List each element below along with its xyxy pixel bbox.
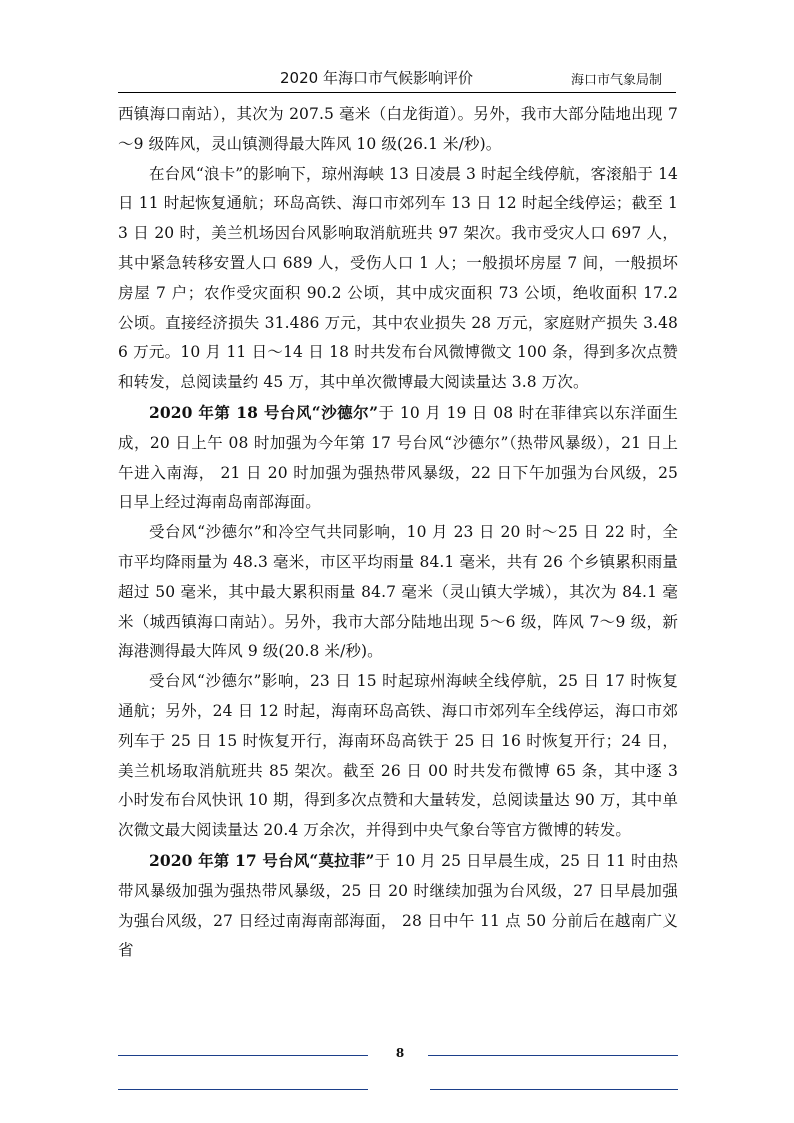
paragraph-text: 受台风“沙德尔”影响，23 日 15 时起琼州海峡全线停航，25 日 17 时恢复通航；另外，24 日 12 时起，海南环岛高铁、海口市郊列车全线停运，海口市郊列车于 25 日 15 时恢复开行，海南环岛高铁于 25 日 16 时恢复开行；24 日，美兰机场取消航班共 85 架次。截至 26 日 00 时共发布微博 65 条，其中逐 3 小时发布台风快讯 10 期，得到多次点赞和大量转发，总阅读量达 90 万，其中单次微文最大阅读量达 20.4 万余次，并得到中央气象台等官方微博的转发。 — [118, 672, 678, 840]
header-title: 2020 年海口市气候影响评价 — [280, 69, 473, 87]
paragraph-text: 受台风“沙德尔”和冷空气共同影响，10 月 23 日 20 时～25 日 22 时，全市平均降雨量为 48.3 毫米，市区平均雨量 84.1 毫米，共有 26 个乡镇累积雨量超过 50 毫米，其中最大累积雨量 84.7 毫米（灵山镇大学城），其次为 84.1 毫米（城西镇海口南站）。另外，我市大部分陆地出现 5～6 级，阵风 7～9 级，新海港测得最大阵风 9 级(20.8 米/秒)。 — [118, 523, 678, 661]
body-paragraph — [118, 667, 678, 846]
footer-rule-bottom-right — [430, 1089, 678, 1090]
body-paragraph — [118, 846, 678, 966]
typhoon-heading: 2020 年第 18 号台风“沙德尔” — [149, 402, 379, 422]
body-paragraph — [118, 160, 678, 398]
paragraph-text: 西镇海口南站），其次为 207.5 毫米（白龙街道）。另外，我市大部分陆地出现 7～9 级阵风，灵山镇测得最大阵风 10 级(26.1 米/秒)。 — [118, 105, 678, 153]
body-paragraph — [118, 518, 678, 667]
document-body — [118, 100, 678, 966]
page-header — [118, 62, 676, 93]
page-number: 8 — [395, 1046, 405, 1060]
typhoon-heading: 2020 年第 17 号台风“莫拉菲” — [149, 850, 375, 870]
body-paragraph — [118, 100, 678, 160]
body-paragraph — [118, 398, 678, 518]
footer-rule-bottom-left — [118, 1089, 368, 1090]
paragraph-text: 于 10 月 19 日 08 时在菲律宾以东洋面生成，20 日上午 08 时加强为今年第 17 号台风“沙德尔”（热带风暴级），21 日上午进入南海， 21 日 20 时加强为强热带风暴级，22 日下午加强为台风级，25 日早上经过海南岛南部海面。 — [118, 403, 678, 512]
footer-rule-left — [118, 1055, 368, 1056]
paragraph-text: 于 10 月 25 日早晨生成，25 日 11 时由热带风暴级加强为强热带风暴级，25 日 20 时继续加强为台风级，27 日早晨加强为强台风级，27 日经过南海南部海面， 28 日中午 11 点 50 分前后在越南广义省 — [118, 851, 678, 960]
header-organization: 海口市气象局制 — [570, 73, 662, 88]
paragraph-text: 在台风“浪卡”的影响下，琼州海峡 13 日凌晨 3 时起全线停航，客滚船于 14 日 11 时起恢复通航；环岛高铁、海口市郊列车 13 日 12 时起全线停运；截至 13 日 20 时，美兰机场因台风影响取消航班共 97 架次。我市受灾人口 697 人，其中紧急转移安置人口 689 人，受伤人口 1 人；一般损坏房屋 7 间，一般损坏房屋 7 户；农作受灾面积 90.2 公顷，其中成灾面积 73 公顷，绝收面积 17.2 公顷。直接经济损失 31.486 万元，其中农业损失 28 万元，家庭财产损失 3.486 万元。10 月 11 日～14 日 18 时共发布台风微博微文 100 条，得到多次点赞和转发，总阅读量约 45 万，其中单次微博最大阅读量达 3.8 万次。 — [118, 164, 678, 392]
footer-rule-right — [428, 1055, 678, 1056]
